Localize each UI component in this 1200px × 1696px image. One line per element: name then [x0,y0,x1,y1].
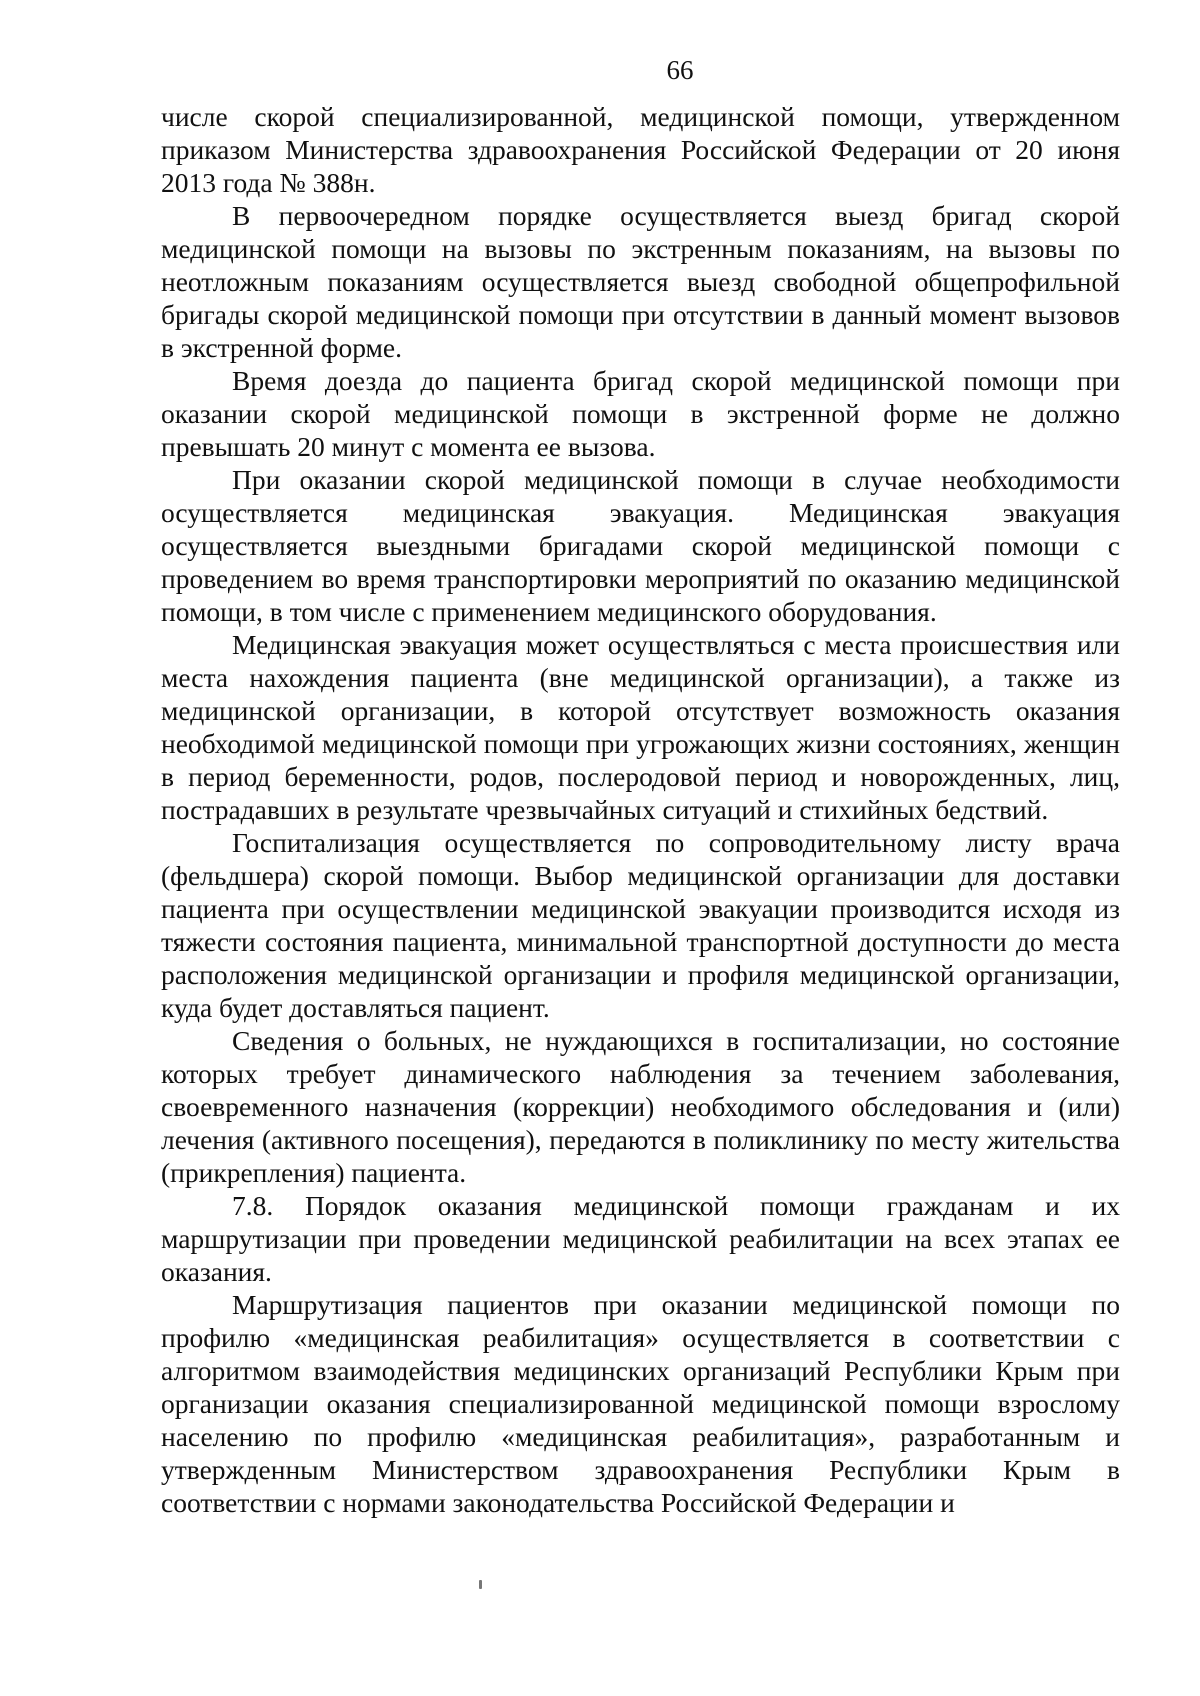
paragraph-continuation: числе скорой специализированной, медицинской помощи, утвержденном приказом Министерства здравоохранения Российской Федерации от 20 июня 2013 года № 388н. [161,101,1120,198]
paragraph-evacuation-sources: Медицинская эвакуация может осуществляться с места происшествия или места нахождения пациента (вне медицинской организации), а также из медицинской организации, в которой отсутствует возможность оказания необходимой медицинской помощи при угрожающих жизни состояниях, женщин в период беременности, родов, послеродовой период и новорожденных, лиц, пострадавших в результате чрезвычайных ситуаций и стихийных бедствий. [161,629,1120,825]
page-number: 66 [666,55,694,85]
section-heading-7-8: 7.8. Порядок оказания медицинской помощи гражданам и их маршрутизации при проведении медицинской реабилитации на всех этапах ее оказания. [161,1190,1120,1287]
paragraph-dispatch-priority: В первоочередном порядке осуществляется выезд бригад скорой медицинской помощи на вызовы по экстренным показаниям, на вызовы по неотложным показаниям осуществляется выезд свободной общепрофильной бригады скорой медицинской помощи при отсутствии в данный момент вызовов в экстренной форме. [161,200,1120,363]
document-body [161,100,1120,1519]
paragraph-medical-evacuation: При оказании скорой медицинской помощи в случае необходимости осуществляется медицинская эвакуация. Медицинская эвакуация осуществляется выездными бригадами скорой медицинской помощи с проведением во время транспортировки мероприятий по оказанию медицинской помощи, в том числе с применением медицинского оборудования. [161,464,1120,627]
paragraph-arrival-time: Время доезда до пациента бригад скорой медицинской помощи при оказании скорой медицинской помощи в экстренной форме не должно превышать 20 минут с момента ее вызова. [161,365,1120,462]
paragraph-rehabilitation-routing: Маршрутизация пациентов при оказании медицинской помощи по профилю «медицинская реабилитация» осуществляется в соответствии с алгоритмом взаимодействия медицинских организаций Республики Крым при организации оказания специализированной медицинской помощи взрослому населению по профилю «медицинская реабилитация», разработанным и утвержденным Министерством здравоохранения Республики Крым в соответствии с нормами законодательства Российской Федерации и [161,1289,1120,1518]
paragraph-outpatient-transfer: Сведения о больных, не нуждающихся в госпитализации, но состояние которых требует динамического наблюдения за течением заболевания, своевременного назначения (коррекции) необходимого обследования и (или) лечения (активного посещения), передаются в поликлинику по месту жительства (прикрепления) пациента. [161,1025,1120,1188]
paragraph-hospitalization: Госпитализация осуществляется по сопроводительному листу врача (фельдшера) скорой помощи. Выбор медицинской организации для доставки пациента при осуществлении медицинской эвакуации производится исходя из тяжести состояния пациента, минимальной транспортной доступности до места расположения медицинской организации и профиля медицинской организации, куда будет доставляться пациент. [161,827,1120,1023]
scan-speck [479,1580,482,1589]
